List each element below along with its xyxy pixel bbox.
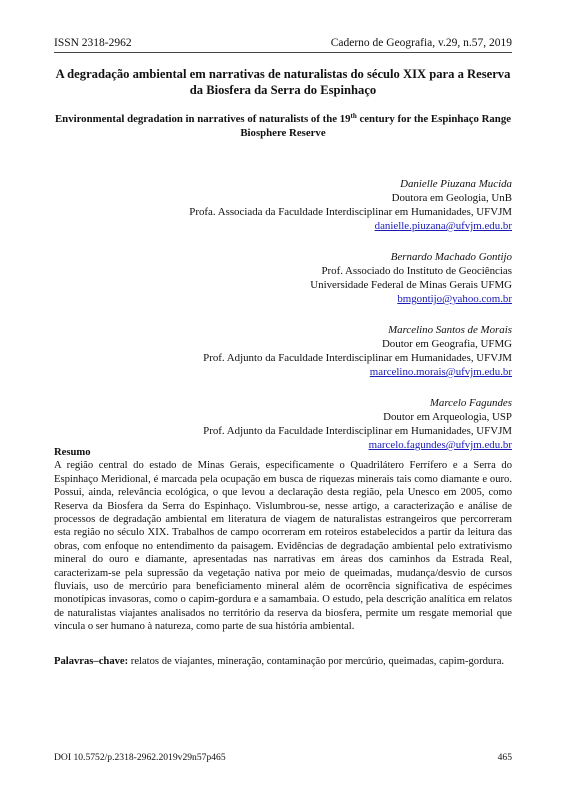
author-email-link[interactable]: marcelino.morais@ufvjm.edu.br: [369, 366, 512, 378]
author-block: [54, 250, 512, 306]
author-affiliation-line: Doutora em Geologia, UnB: [391, 192, 512, 204]
author-affiliation-line: Universidade Federal de Minas Gerais UFMG: [310, 279, 512, 291]
author-list: [54, 177, 512, 469]
author-affiliation-line: Prof. Associado do Instituto de Geociências: [321, 265, 512, 277]
author-affiliation-line: Prof. Adjunto da Faculdade Interdisciplinar em Humanidades, UFVJM: [203, 425, 512, 437]
author-block: [54, 396, 512, 452]
author-email-link[interactable]: danielle.piuzana@ufvjm.edu.br: [374, 220, 512, 232]
title-portuguese: A degradação ambiental em narrativas de naturalistas do século XIX para a Reserva da Biosfera da Serra do Espinhaço: [55, 67, 511, 97]
author-affiliation-line: Doutor em Geografia, UFMG: [381, 338, 512, 350]
author-name: Marcelo Fagundes: [429, 397, 512, 409]
running-header: [54, 36, 512, 50]
author-name: Bernardo Machado Gontijo: [390, 251, 512, 263]
author-block: [54, 177, 512, 233]
author-affiliation-line: Profa. Associada da Faculdade Interdisciplinar em Humanidades, UFVJM: [189, 206, 512, 218]
author-affiliation-line: Prof. Adjunto da Faculdade Interdisciplinar em Humanidades, UFVJM: [203, 352, 512, 364]
abstract-section: [54, 446, 512, 634]
abstract-text: A região central do estado de Minas Gerais, especificamente o Quadrilátero Ferrífero e a Serra do Espinhaço Meridional, é marcada pela ocupação em busca de riquezas minerais tais como diamante e ouro. Possui, ainda, relevância ecológica, o que levou a declaração desta região, pela Unesco em 2005, como Reserva da Biosfera da Serra do Espinhaço. Vislumbrou-se, nesse artigo, a caracterização e análise de processos de degradação ambiental em literatura de viagem de naturalistas estrangeiros que percorreram esta região no século XIX. Trabalhos de campo ocorreram em roteiros estabelecidos a partir da leitura das obras, com enfoque no entendimento da paisagem. Evidências de degradação ambiental pelo extrativismo mineral do ouro e diamante, apresentadas nas narrativas em áreas dos caminhos da Estrada Real, caracterizam-se pela supressão da vegetação nativa por meio de queimadas, mudança/desvio de cursos fluviais, uso de mercúrio para beneficiamento mineral além de ocorrência significativa de espécimes monotípicas invasoras, como o capim-gordura e a samambaia. O estudo, pela descrição analítica em relatos de naturalistas viajantes analisados no território da reserva da biosfera, permite um resgate memorial que vincula o ser humano à natureza, como parte de sua história ambiental.: [54, 460, 512, 633]
journal-citation: Caderno de Geografia, v.29, n.57, 2019: [330, 37, 512, 49]
keywords-text: relatos de viajantes, mineração, contaminação por mercúrio, queimadas, capim-gordura.: [128, 656, 505, 667]
author-name: Marcelino Santos de Morais: [388, 324, 512, 336]
title-english-part-1: Environmental degradation in narratives of naturalists of the 19: [54, 113, 351, 125]
keywords-label: Palavras–chave:: [54, 656, 129, 667]
title-english-part-2: century for the Espinhaço Range Biosphere Reserve: [240, 113, 512, 139]
author-affiliation-line: Doutor em Arqueologia, USP: [383, 411, 512, 423]
author-block: [54, 323, 512, 379]
header-rule: [54, 52, 512, 53]
doi: DOI 10.5752/p.2318-2962.2019v29n57p465: [54, 752, 226, 763]
title-english-superscript: th: [350, 112, 357, 120]
author-name: Danielle Piuzana Mucida: [400, 178, 512, 190]
author-email-link[interactable]: marcelo.fagundes@ufvjm.edu.br: [368, 439, 512, 451]
keywords-section: [54, 655, 512, 668]
author-email-link[interactable]: bmgontijo@yahoo.com.br: [397, 293, 512, 305]
title-english: [54, 112, 512, 140]
abstract-heading: Resumo: [54, 447, 91, 458]
page-footer: [54, 752, 512, 764]
issn: ISSN 2318-2962: [54, 37, 132, 49]
page-number: 465: [497, 752, 512, 763]
